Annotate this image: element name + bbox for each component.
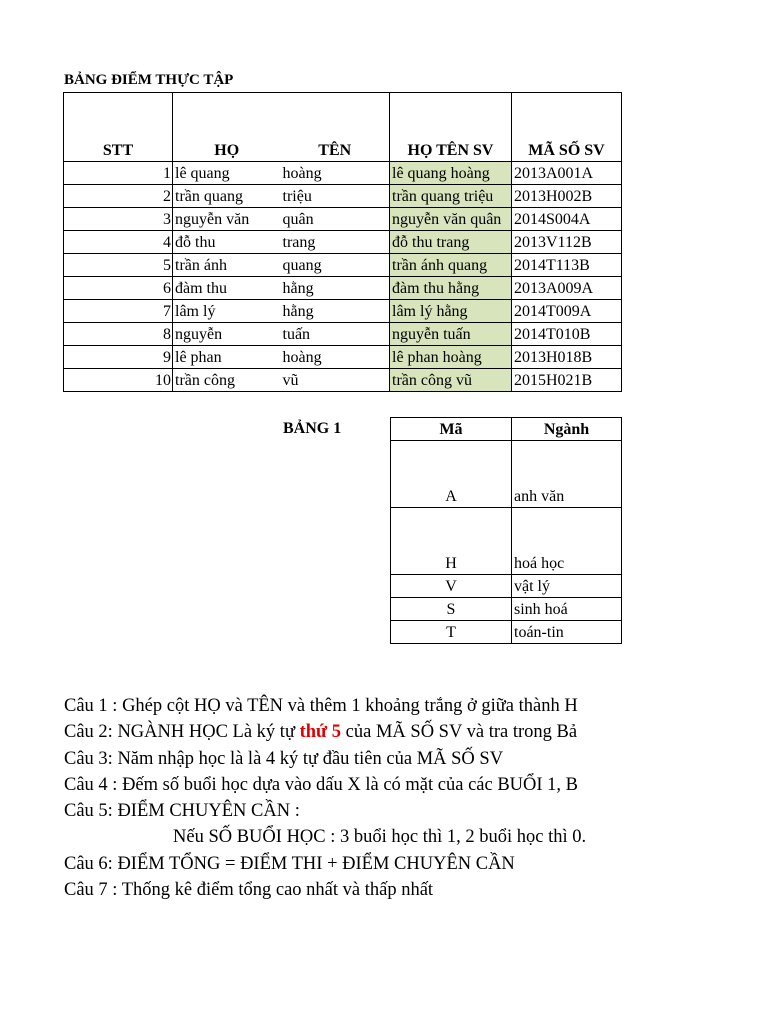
cell-nganh: sinh hoá — [512, 598, 622, 621]
cell-ho: lê phan — [173, 346, 281, 369]
cell-stt: 5 — [64, 254, 173, 277]
cell-ho-ten-sv: trần công vũ — [390, 369, 512, 392]
cell-ho: lâm lý — [173, 300, 281, 323]
major-lookup-table — [390, 417, 622, 644]
cell-ma-so-sv: 2014T010B — [512, 323, 622, 346]
table-row — [64, 208, 622, 231]
cell-ma-so-sv: 2014T009A — [512, 300, 622, 323]
cell-ten: hằng — [281, 277, 390, 300]
cell-ten: triệu — [281, 185, 390, 208]
question-list — [64, 693, 768, 903]
table-row — [64, 185, 622, 208]
cell-ho-ten-sv: lâm lý hằng — [390, 300, 512, 323]
cell-ho: lê quang — [173, 162, 281, 185]
header-ten: TÊN — [281, 93, 390, 162]
header-nganh: Ngành — [512, 418, 622, 441]
cell-ho: trần ánh — [173, 254, 281, 277]
cell-ho-ten-sv: nguyễn văn quân — [390, 208, 512, 231]
table-row — [391, 575, 622, 598]
header-ho-ten-sv: HỌ TÊN SV — [390, 93, 512, 162]
cell-ho-ten-sv: trần ánh quang — [390, 254, 512, 277]
question-3: Câu 3: Năm nhập học là là 4 ký tự đầu tiên của MÃ SỐ SV — [64, 748, 504, 769]
cell-stt: 8 — [64, 323, 173, 346]
cell-stt: 7 — [64, 300, 173, 323]
table-row — [391, 441, 622, 508]
cell-ma: A — [391, 441, 512, 508]
cell-stt: 4 — [64, 231, 173, 254]
table-row — [64, 162, 622, 185]
cell-ho: nguyễn văn — [173, 208, 281, 231]
question-2-highlight: thứ 5 — [299, 722, 342, 743]
cell-stt: 2 — [64, 185, 173, 208]
cell-ho-ten-sv: đỗ thu trang — [390, 231, 512, 254]
cell-stt: 10 — [64, 369, 173, 392]
header-ma-so-sv: MÃ SỐ SV — [512, 93, 622, 162]
cell-ma-so-sv: 2014T113B — [512, 254, 622, 277]
question-6: Câu 6: ĐIỂM TỔNG = ĐIỂM THI + ĐIỂM CHUYÊN CẦN — [64, 853, 515, 874]
cell-ma: H — [391, 508, 512, 575]
question-5-detail: Nếu SỐ BUỔI HỌC : 3 buổi học thì 1, 2 buổi học thì 0. — [173, 827, 587, 848]
cell-ho: trần công — [173, 369, 281, 392]
cell-ma: T — [391, 621, 512, 644]
cell-ho-ten-sv: lê quang hoàng — [390, 162, 512, 185]
table-row — [391, 508, 622, 575]
cell-nganh: vật lý — [512, 575, 622, 598]
cell-nganh: toán-tin — [512, 621, 622, 644]
table-row — [64, 300, 622, 323]
cell-stt: 1 — [64, 162, 173, 185]
question-2-text-start: Câu 2: NGÀNH HỌC Là ký tự — [64, 722, 300, 743]
cell-nganh: anh văn — [512, 441, 622, 508]
grade-table-header — [64, 93, 622, 162]
cell-ten: tuấn — [281, 323, 390, 346]
cell-ma-so-sv: 2013H002B — [512, 185, 622, 208]
cell-stt: 9 — [64, 346, 173, 369]
table-row — [64, 277, 622, 300]
sheet-title: BẢNG ĐIỂM THỰC TẬP — [64, 72, 234, 88]
cell-ho: nguyễn — [173, 323, 281, 346]
major-table-header — [391, 418, 622, 441]
cell-ten: trang — [281, 231, 390, 254]
question-2-text-end: của MÃ SỐ SV và tra trong Bả — [341, 722, 578, 743]
cell-ma-so-sv: 2014S004A — [512, 208, 622, 231]
cell-ma-so-sv: 2015H021B — [512, 369, 622, 392]
grade-table — [63, 92, 622, 392]
table-row — [64, 231, 622, 254]
table-row — [391, 621, 622, 644]
question-4: Câu 4 : Đếm số buổi học dựa vào dấu X là có mặt của các BUỔI 1, B — [64, 774, 579, 795]
cell-ma-so-sv: 2013H018B — [512, 346, 622, 369]
table-row — [64, 254, 622, 277]
cell-ho: đỗ thu — [173, 231, 281, 254]
question-2 — [64, 719, 768, 745]
cell-ho-ten-sv: lê phan hoàng — [390, 346, 512, 369]
cell-ma: S — [391, 598, 512, 621]
cell-ten: hằng — [281, 300, 390, 323]
question-7: Câu 7 : Thống kê điểm tổng cao nhất và thấp nhất — [64, 880, 434, 901]
cell-ma: V — [391, 575, 512, 598]
question-5: Câu 5: ĐIỂM CHUYÊN CẦN : — [64, 801, 300, 822]
cell-ten: quân — [281, 208, 390, 231]
cell-ho: đàm thu — [173, 277, 281, 300]
cell-ten: quang — [281, 254, 390, 277]
cell-ho-ten-sv: đàm thu hằng — [390, 277, 512, 300]
question-1: Câu 1 : Ghép cột HỌ và TÊN và thêm 1 khoảng trắng ở giữa thành H — [64, 696, 578, 716]
cell-nganh: hoá học — [512, 508, 622, 575]
cell-ma-so-sv: 2013V112B — [512, 231, 622, 254]
cell-stt: 3 — [64, 208, 173, 231]
cell-ten: hoàng — [281, 346, 390, 369]
cell-stt: 6 — [64, 277, 173, 300]
cell-ho: trần quang — [173, 185, 281, 208]
header-ho: HỌ — [173, 93, 281, 162]
bang1-label: BẢNG 1 — [283, 420, 342, 437]
cell-ho-ten-sv: trần quang triệu — [390, 185, 512, 208]
cell-ma-so-sv: 2013A001A — [512, 162, 622, 185]
header-stt: STT — [64, 93, 173, 162]
table-row — [64, 323, 622, 346]
cell-ma-so-sv: 2013A009A — [512, 277, 622, 300]
table-row — [64, 369, 622, 392]
table-row — [391, 598, 622, 621]
cell-ten: hoàng — [281, 162, 390, 185]
cell-ten: vũ — [281, 369, 390, 392]
cell-ho-ten-sv: nguyễn tuấn — [390, 323, 512, 346]
table-row — [64, 346, 622, 369]
header-ma: Mã — [391, 418, 512, 441]
